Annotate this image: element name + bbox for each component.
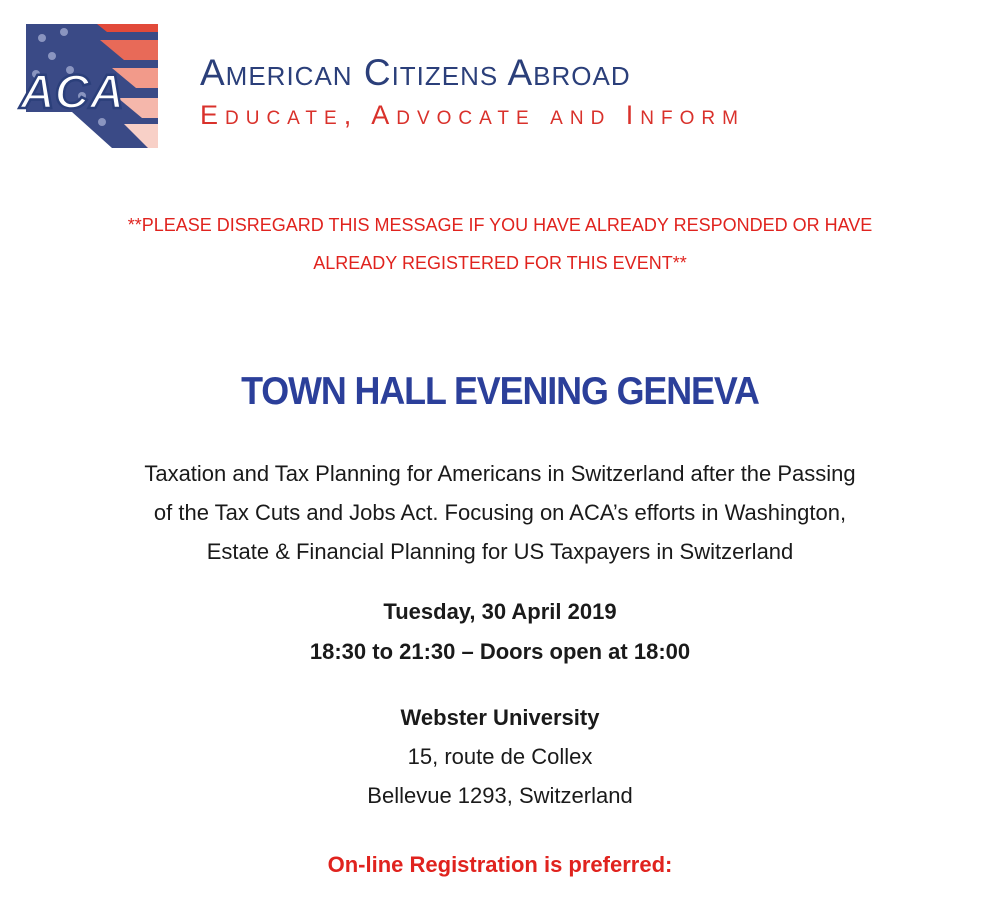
notice-line-2: ALREADY REGISTERED FOR THIS EVENT** <box>313 253 687 273</box>
event-date: Tuesday, 30 April 2019 <box>383 599 617 624</box>
organization-tagline: Educate, Advocate and Inform <box>200 100 745 130</box>
event-venue <box>0 698 1000 815</box>
organization-name: American Citizens Abroad <box>200 52 631 93</box>
email-header <box>12 12 988 162</box>
venue-address-line-2: Bellevue 1293, Switzerland <box>367 783 633 808</box>
description-line-3: Estate & Financial Planning for US Taxpayers in Switzerland <box>206 539 794 564</box>
event-title: TOWN HALL EVENING GENEVA <box>241 370 759 413</box>
event-description <box>40 454 960 571</box>
disregard-notice <box>0 206 1000 282</box>
notice-line-1: **PLEASE DISREGARD THIS MESSAGE IF YOU HAVE ALREADY RESPONDED OR HAVE <box>127 215 873 235</box>
registration-note: On-line Registration is preferred: <box>327 852 673 877</box>
event-time: 18:30 to 21:30 – Doors open at 18:00 <box>309 639 691 664</box>
description-line-2: of the Tax Cuts and Jobs Act. Focusing on ACA’s efforts in Washington, <box>153 500 847 525</box>
aca-logo-text: ACA <box>20 66 124 119</box>
description-line-1: Taxation and Tax Planning for Americans in Switzerland after the Passing <box>144 461 856 486</box>
venue-name: Webster University <box>400 705 600 730</box>
aca-logo <box>12 12 172 160</box>
event-datetime <box>0 592 1000 672</box>
venue-address-line-1: 15, route de Collex <box>407 744 593 769</box>
